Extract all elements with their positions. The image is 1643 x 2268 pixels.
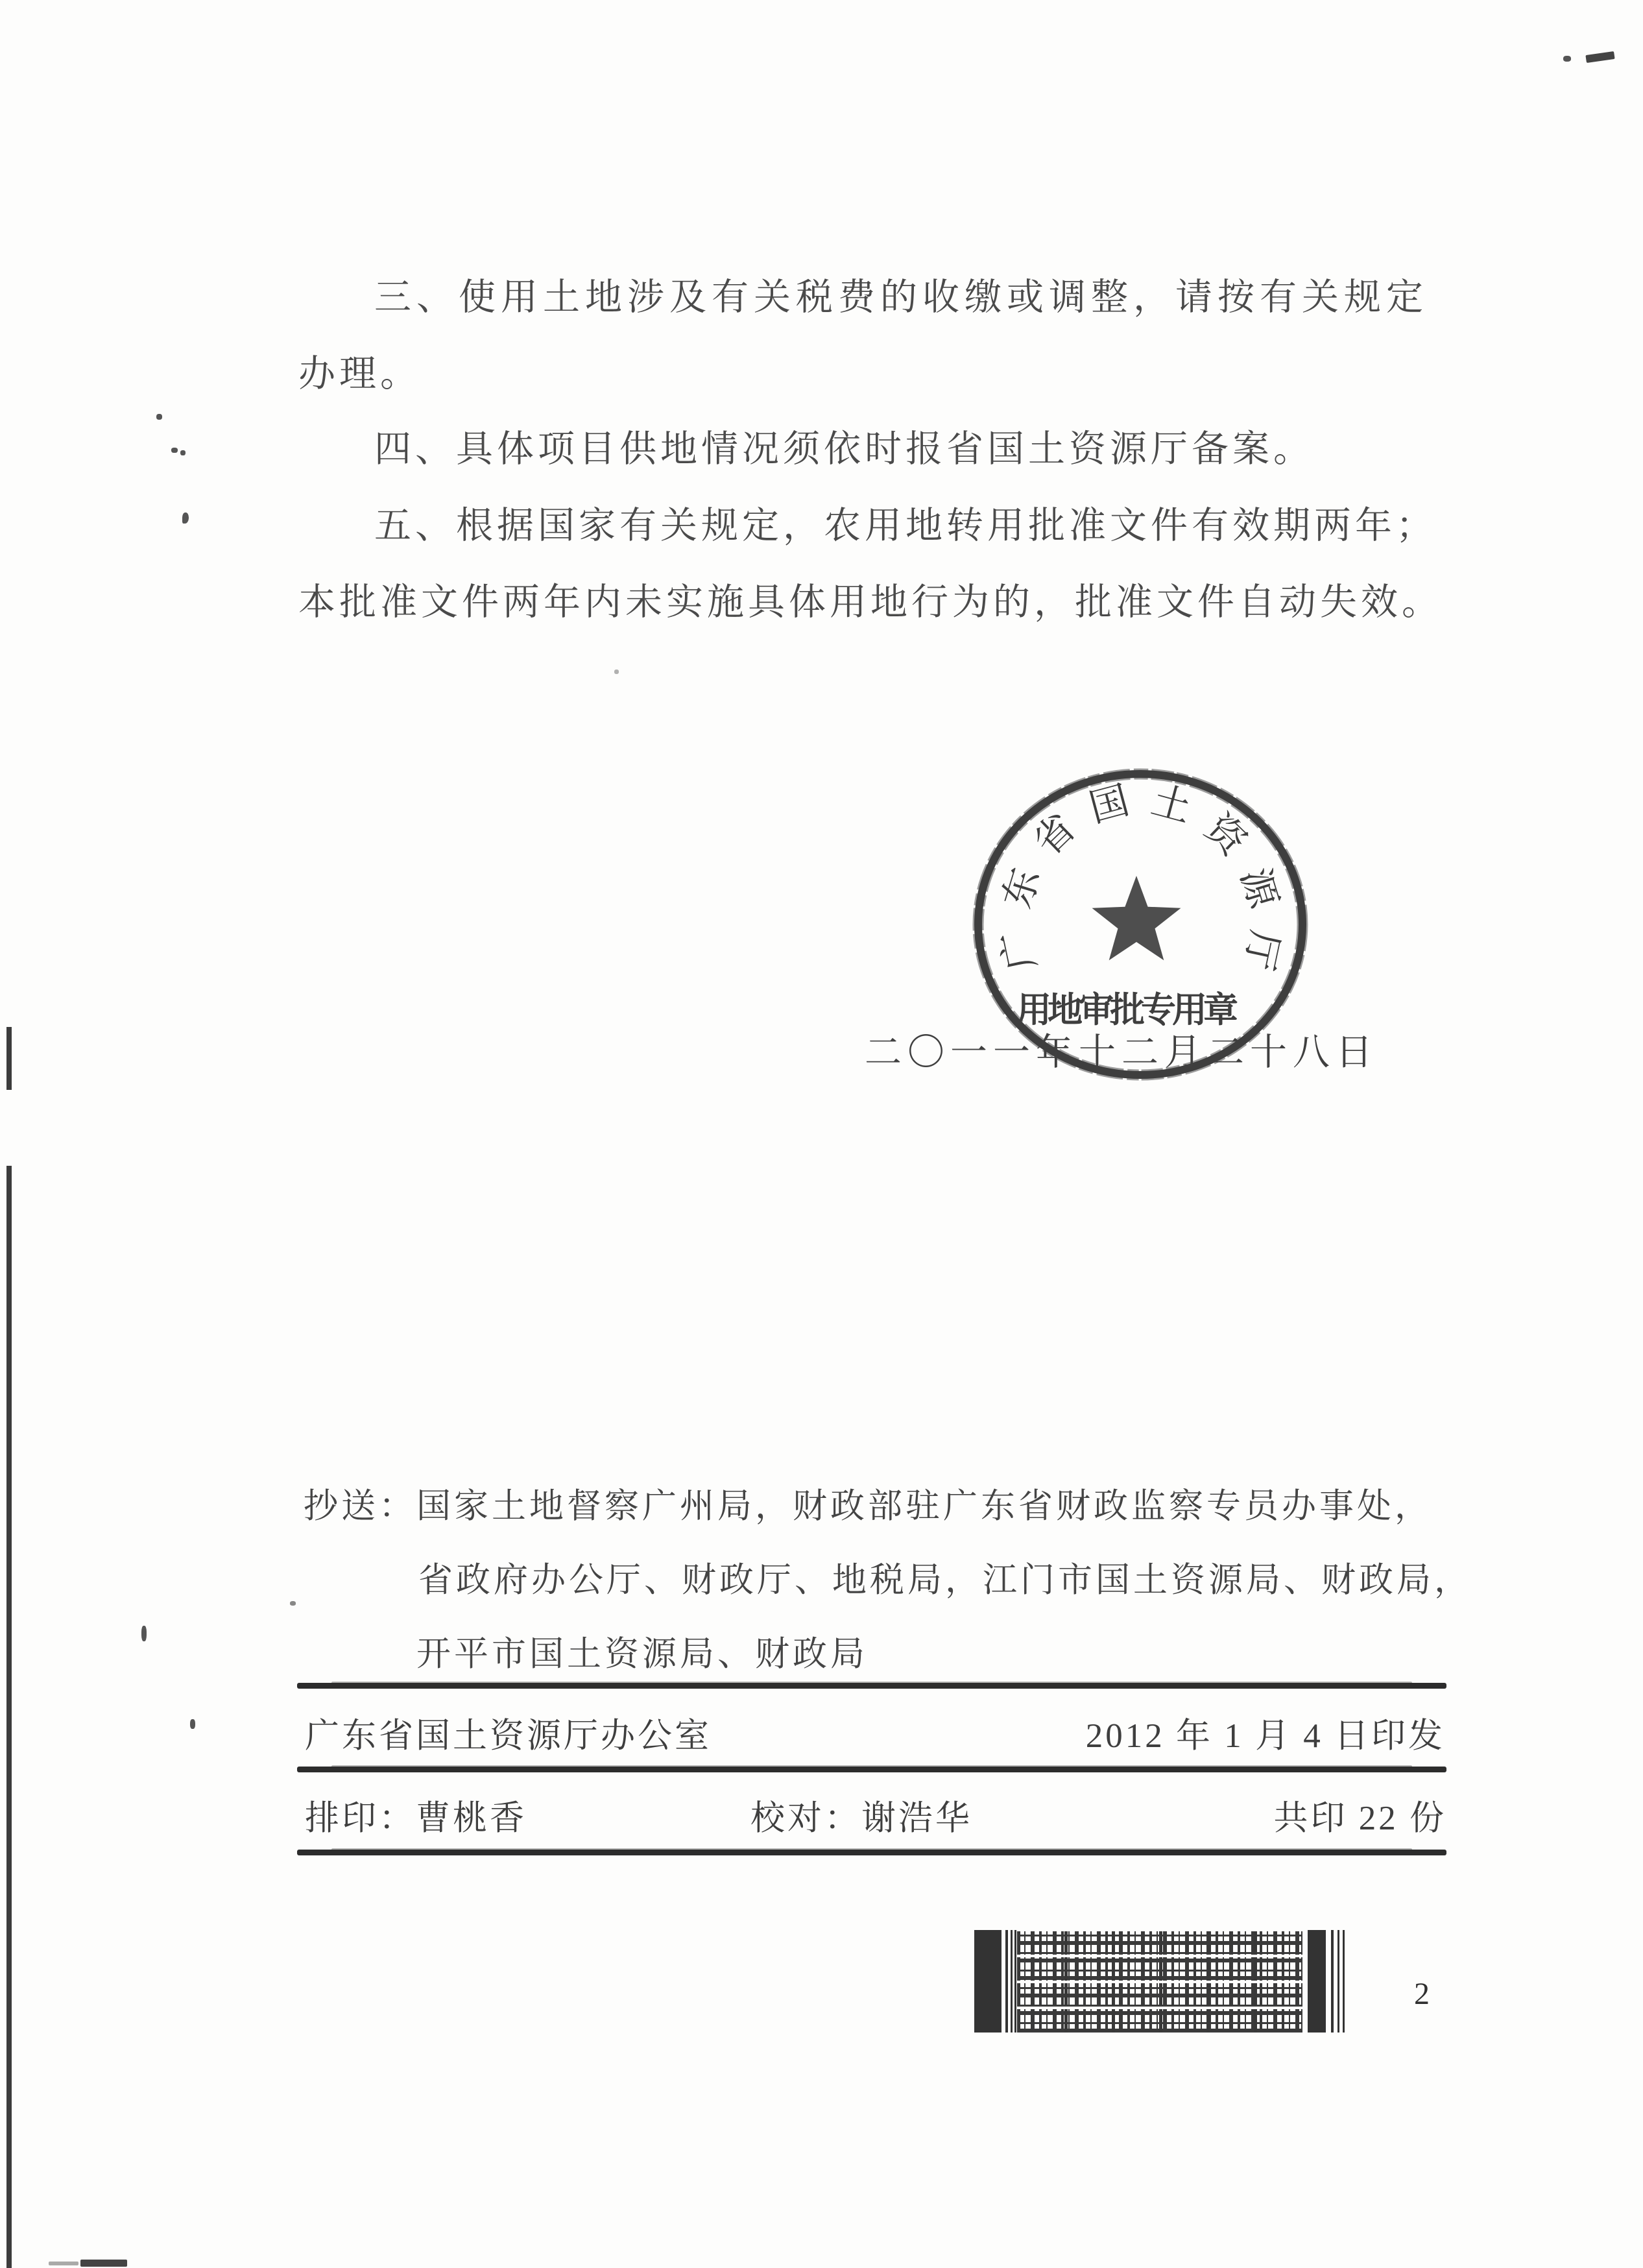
issue-date: 二〇一一年十二月二十八日 (865, 1032, 1378, 1073)
print-date: 2012 年 1 月 4 日印发 (1085, 1717, 1445, 1755)
barcode-bar (1337, 1930, 1339, 2033)
scan-speck (190, 1719, 195, 1729)
paragraph-5: 五、根据国家有关规定，农用地转用批准文件有效期两年； (374, 505, 1437, 546)
scan-edge-line (6, 1027, 12, 1090)
typesetter: 排印：曹桃香 (305, 1800, 527, 1837)
paragraph-3: 三、使用土地涉及有关税费的收缴或调整，请按有关规定 (374, 277, 1428, 318)
barcode-bar (1005, 1930, 1008, 2033)
seal-arc-char: 源 (1232, 863, 1286, 913)
seal-inner-text: 用地审批专用章 (1016, 991, 1234, 1030)
divider-rule-bottom (297, 1850, 1446, 1855)
barcode-start-bar (974, 1930, 1001, 2033)
paragraph-4: 四、具体项目供地情况须依时报省国土资源厅备案。 (374, 429, 1314, 470)
paragraph-5-cont: 本批准文件两年内未实施具体用地行为的，批准文件自动失效。 (298, 582, 1443, 623)
seal-arc-char: 资 (1197, 806, 1255, 864)
cc-line-3: 开平市国土资源局、财政局 (416, 1635, 868, 1673)
scan-speck (290, 1601, 296, 1606)
seal-arc-char: 广 (994, 926, 1044, 974)
barcode-bar (1014, 1930, 1016, 2033)
cc-line-1 (304, 1490, 1432, 1524)
seal-arc-char: 省 (1025, 806, 1084, 864)
scan-smudge (49, 2262, 78, 2265)
seal-arc-char: 厅 (1236, 926, 1287, 974)
barcode-bar (1331, 1930, 1334, 2033)
cc-line-2: 省政府办公厅、财政厅、地税局，江门市国土资源局、财政局， (418, 1562, 1472, 1599)
scan-speck (141, 1626, 147, 1641)
cc-label: 抄送： (304, 1488, 416, 1525)
scan-speck (182, 513, 189, 524)
page-number: 2 (1414, 1977, 1430, 2011)
barcode-bar (1343, 1930, 1345, 2033)
barcode-bar (1011, 1930, 1013, 2033)
scan-speck (1563, 56, 1571, 62)
issuing-office: 广东省国土资源厅办公室 (305, 1717, 712, 1755)
barcode-stop-bar (1308, 1930, 1326, 2033)
scan-speck (1585, 51, 1614, 63)
seal-arc-char: 东 (995, 863, 1048, 913)
copies-count: 共印 22 份 (1273, 1800, 1446, 1837)
divider-rule-top (297, 1683, 1446, 1689)
scan-edge-line (6, 1166, 12, 2268)
scan-speck (171, 448, 178, 453)
cc-text-1: 国家土地督察广州局，财政部驻广东省财政监察专员办事处， (416, 1488, 1432, 1525)
scan-speck (180, 450, 186, 455)
seal-arc-char: 国 (1085, 778, 1134, 830)
barcode-data-region (1017, 1930, 1302, 2033)
proofreader: 校对：谢浩华 (750, 1800, 972, 1837)
scan-speck (614, 670, 619, 674)
scan-smudge (80, 2260, 127, 2267)
pdf417-barcode-icon (974, 1930, 1347, 2033)
seal-arc-char: 土 (1147, 778, 1196, 830)
scan-speck (156, 414, 162, 420)
paragraph-3-cont: 办理。 (298, 354, 421, 394)
divider-rule-middle (297, 1767, 1446, 1772)
star-icon (1092, 876, 1181, 960)
